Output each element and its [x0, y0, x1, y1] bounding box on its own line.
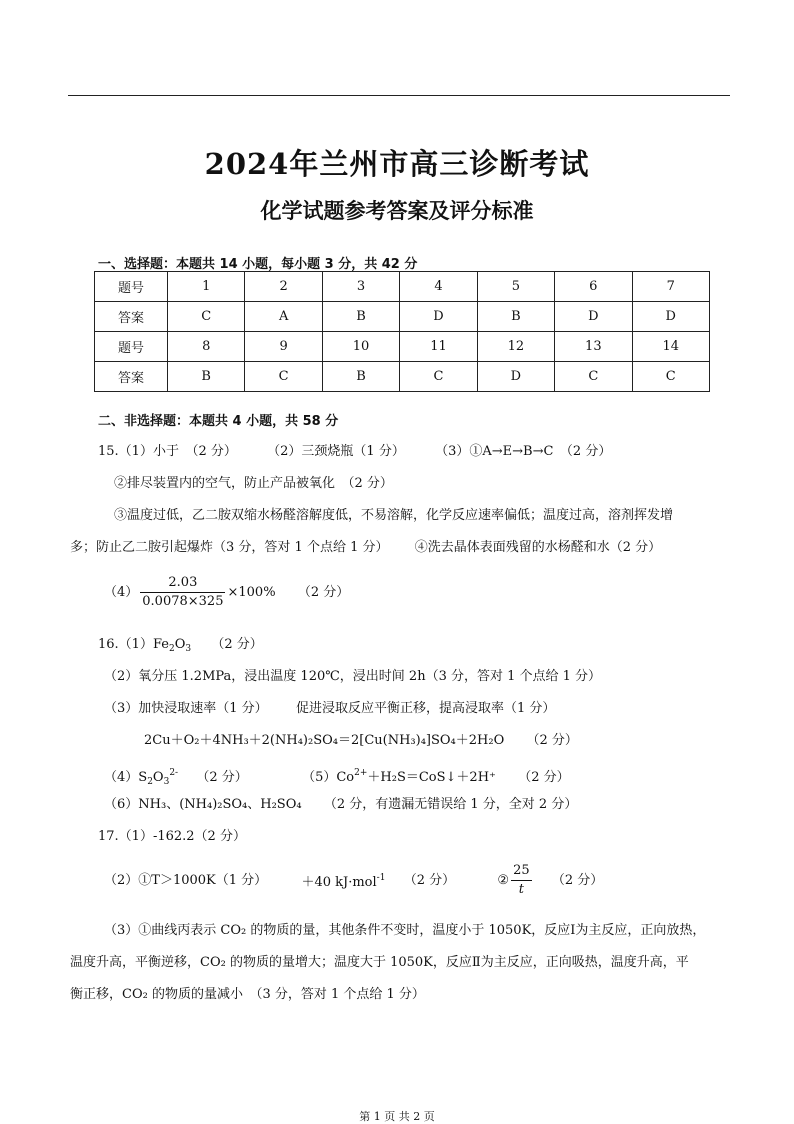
- table-row-ans-1: [95, 302, 710, 332]
- page-subtitle: 化学试题参考答案及评分标准: [260, 198, 534, 223]
- table-cell: 8: [168, 332, 245, 362]
- table-cell: 6: [555, 272, 632, 302]
- table-cell: B: [168, 362, 245, 392]
- q15-line-2: ②排尽装置内的空气，防止产品被氧化 （2 分）: [114, 476, 393, 491]
- superscript: 2+: [354, 768, 368, 778]
- q17-line-2: [104, 862, 603, 899]
- subscript: 3: [185, 644, 192, 654]
- q15-percent: ×100%: [227, 585, 276, 600]
- superscript: 2-: [169, 768, 179, 778]
- q15-part4-score: （2 分）: [297, 585, 350, 600]
- q16-part1-score: （2 分）: [211, 637, 263, 652]
- table-cell: 7: [632, 272, 709, 302]
- fraction-numerator: 25: [511, 862, 532, 881]
- table-cell: 4: [400, 272, 477, 302]
- table-cell: 2: [245, 272, 322, 302]
- q15-part4-label: （4）: [104, 585, 139, 600]
- table-cell: B: [322, 362, 399, 392]
- q15-line-1: [98, 443, 611, 461]
- q16-part4-score: （2 分）: [196, 770, 248, 785]
- q16-part5-text: （5）Co: [302, 770, 355, 785]
- q15-part3: （3）①A→E→B→C （2 分）: [435, 444, 612, 459]
- q16-line-6: [104, 796, 577, 814]
- subscript: 2: [168, 644, 175, 654]
- fraction-denominator: 0.0078×325: [142, 594, 224, 609]
- table-cell: 9: [245, 332, 322, 362]
- table-row-nums-1: [95, 272, 710, 302]
- row-label-num: 题号: [95, 332, 168, 362]
- fraction-numerator: 2.03: [140, 574, 225, 593]
- table-cell: D: [555, 302, 632, 332]
- table-cell: C: [555, 362, 632, 392]
- q16-part4-text: O: [152, 770, 164, 785]
- q16-line-2: （2）氧分压 1.2MPa，浸出温度 120℃，浸出时间 2h（3 分，答对 1 个点给 1 分）: [104, 669, 602, 684]
- q16-part4-text: （4）S: [104, 770, 148, 785]
- table-cell: C: [245, 362, 322, 392]
- q16-line-5: [104, 764, 570, 791]
- table-cell: C: [632, 362, 709, 392]
- page-footer: 第 1 页 共 2 页: [359, 1110, 435, 1123]
- q17-line-4: 温度升高，平衡逆移，CO₂ 的物质的量增大；温度大于 1050K，反应Ⅱ为主反应，正向吸热，温度升高，平: [70, 955, 689, 970]
- q16-part3-b: 促进浸取反应平衡正移，提高浸取率（1 分）: [295, 701, 556, 716]
- q16-line-1: [98, 636, 263, 658]
- table-cell: 12: [477, 332, 554, 362]
- q17-part2-2-score: （2 分）: [551, 872, 604, 888]
- table-cell: 3: [322, 272, 399, 302]
- q15-line-5: [104, 574, 349, 611]
- q15-line-4: [70, 539, 661, 557]
- table-row-nums-2: [95, 332, 710, 362]
- q16-part5-text: ＋H₂S＝CoS↓＋2H⁺: [367, 770, 496, 785]
- q17-line-1: 17.（1）-162.2（2 分）: [98, 829, 246, 844]
- table-cell: C: [400, 362, 477, 392]
- subscript: 3: [163, 777, 170, 787]
- q15-part1: 15.（1）小于 （2 分）: [98, 444, 237, 459]
- q16-part5-score: （2 分）: [518, 770, 570, 785]
- table-cell: B: [477, 302, 554, 332]
- q17-line-3: （3）①曲线丙表示 CO₂ 的物质的量，其他条件不变时，温度小于 1050K，反应Ⅰ为主反应，正向放热，: [104, 923, 706, 938]
- table-cell: 10: [322, 332, 399, 362]
- superscript: -1: [376, 873, 386, 883]
- table-cell: 14: [632, 332, 709, 362]
- q16-part3-a: （3）加快浸取速率（1 分）: [104, 701, 268, 716]
- q16-part6: （6）NH₃、(NH₄)₂SO₄、H₂SO₄: [104, 797, 302, 812]
- q15-line-3: ③温度过低，乙二胺双缩水杨醛溶解度低，不易溶解，化学反应速率偏低；温度过高，溶剂挥发增: [114, 508, 674, 523]
- table-cell: 5: [477, 272, 554, 302]
- row-label-ans: 答案: [95, 362, 168, 392]
- table-cell: 13: [555, 332, 632, 362]
- table-cell: 1: [168, 272, 245, 302]
- table-cell: A: [245, 302, 322, 332]
- q16-part1-text: O: [174, 637, 186, 652]
- section-heading-nonchoice: 二、非选择题：本题共 4 小题，共 58 分: [98, 414, 339, 429]
- q17-part2-score: （2 分）: [403, 872, 456, 888]
- q16-line-3: [104, 700, 555, 718]
- q17-part2-value: [301, 869, 385, 892]
- table-cell: 11: [400, 332, 477, 362]
- q15-fraction: [140, 574, 225, 611]
- q15-part3-4: ④洗去晶体表面残留的水杨醛和水（2 分）: [414, 540, 662, 555]
- table-cell: D: [632, 302, 709, 332]
- q16-part1-text: 16.（1）Fe: [98, 637, 169, 652]
- q16-equation-score: （2 分）: [526, 733, 578, 748]
- q16-equation-line: [144, 732, 578, 750]
- top-rule: [68, 95, 730, 96]
- table-row-ans-2: [95, 362, 710, 392]
- fraction-denominator: t: [518, 882, 524, 897]
- q17-part2-1: （2）①T＞1000K（1 分）: [104, 872, 268, 888]
- q17-part2-2: ②: [497, 872, 510, 888]
- q15-part2: （2）三颈烧瓶（1 分）: [267, 444, 405, 459]
- row-label-ans: 答案: [95, 302, 168, 332]
- q16-equation: 2Cu＋O₂＋4NH₃＋2(NH₄)₂SO₄＝2[Cu(NH₃)₄]SO₄＋2H₂O: [144, 733, 505, 748]
- table-cell: C: [168, 302, 245, 332]
- subscript: 2: [147, 777, 153, 787]
- table-cell: D: [477, 362, 554, 392]
- table-cell: D: [400, 302, 477, 332]
- q17-line-5: 衡正移，CO₂ 的物质的量减小 （3 分，答对 1 个点给 1 分）: [70, 987, 425, 1002]
- q15-part3-cont: 多；防止乙二胺引起爆炸（3 分，答对 1 个点给 1 分）: [70, 540, 389, 555]
- row-label-num: 题号: [95, 272, 168, 302]
- q16-part6-score: （2 分，有遗漏无错误给 1 分，全对 2 分）: [323, 797, 578, 812]
- page-title: 2024年兰州市高三诊断考试: [204, 147, 590, 181]
- table-cell: B: [322, 302, 399, 332]
- section-heading-choice: 一、选择题：本题共 14 小题，每小题 3 分，共 42 分: [98, 257, 418, 272]
- q17-fraction: [511, 862, 532, 899]
- answer-table: [94, 271, 710, 392]
- q17-enthalpy: ＋40 kJ·mol: [301, 875, 377, 890]
